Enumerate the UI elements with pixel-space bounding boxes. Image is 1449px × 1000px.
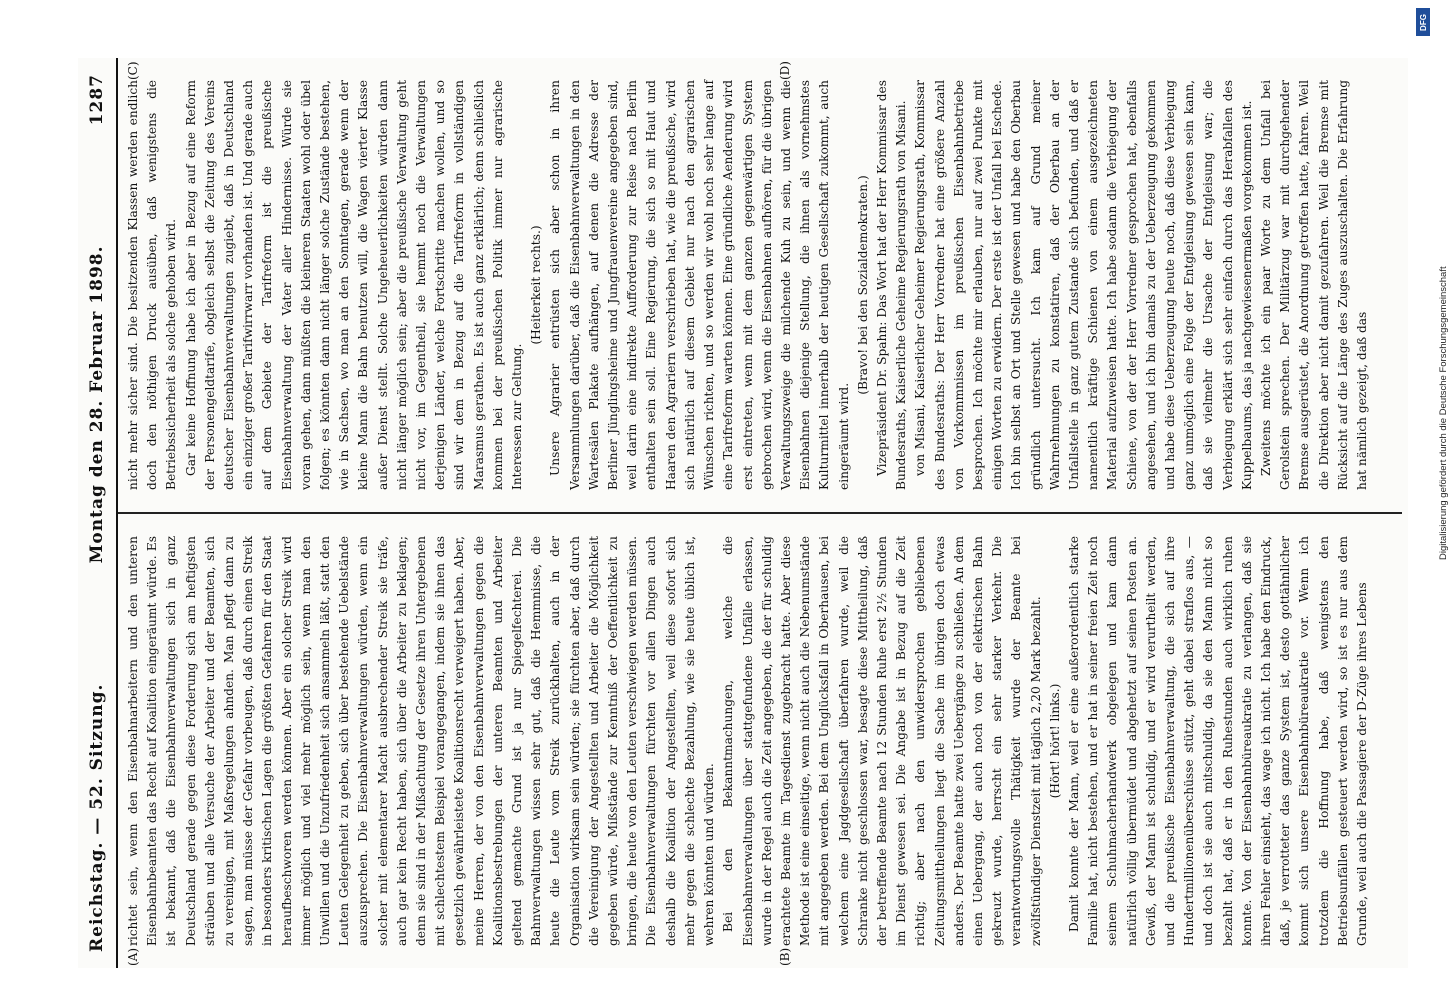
page-number: 1287 (87, 74, 107, 126)
paragraph: Unsere Agrarier entrüsten sich aber schon in ihren Versammlungen darüber, daß die Eisenbahnverwaltungen in den Wartesälen Plakate aufhängen, auf denen die Adresse der Berliner Jünglingsheime und Jungfrauenvereine angegeben sind, weil darin eine indirekte Aufforderung zur Reise nach Berlin enthalten sein soll. Eine Regierung, die sich so mit Haut und Haaren den Agrariern verschrieben hat, wie die preußische, wird sich natürlich auf diesem Gebiet nur nach den agrarischen Wünschen richten, und so werden wir wohl noch sehr lange auf eine Tarifreform warten können. Eine gründliche Aenderung wird erst eintreten, wenn mit dem ganzen gegenwärtigen System gebrochen wird, wenn die Eisenbahnen aufhören, für die übrigen Verwaltungszweige die milchende Kuh zu sein, und wenn die Eisenbahnen diejenige Stellung, die ihnen als vornehmstes Kulturmittel innerhalb der heutigen Gesellschaft zukommt, auch eingeräumt wird. (548, 80, 851, 490)
margin-marker-a: (A) (126, 947, 140, 966)
column-divider (118, 512, 1402, 514)
paragraph: nicht mehr sicher sind. Die besitzenden Klassen werden endlich doch den nöthigen Druck ausüben, daß wenigstens die Betriebssicherheit als solche gehoben wird. (126, 80, 179, 490)
rotated-page-wrapper (78, 58, 1408, 968)
digitization-note-text: Digitalisierung gefördert durch die Deutsche Forschungsgemeinschaft (1438, 266, 1449, 560)
paragraph: Bei den Bekanntmachungen, welche die Eisenbahnverwaltungen über stattgefundene Unfälle erlassen, wurde in der Regel auch die Zeit angegeben, die der für schuldig erachtete Beamte im Tagesdienst zugebracht hatte. Aber diese Methode ist eine einseitige, wenn nicht auch die Nebenumstände mit angegeben werden. Bei dem Unglücksfall in Oberhausen, bei welchem eine Jagdgesellschaft überfahren wurde, weil die Schranke nicht geschlossen war, besagte diese Mittheilung, daß der betreffende Beamte nach 12 Stunden Ruhe erst 2½ Stunden im Dienst gewesen sei. Die Angabe ist in Bezug auf die Zeit richtig; aber nach den unwidersprochen gebliebenen Zeitungsmittheilungen liegt die Sache im übrigen doch etwas anders. Der Beamte hatte zwei Uebergänge zu schließen. An dem einen Uebergang, der auch noch von der elektrischen Bahn gekreuzt wurde, herrscht ein sehr starker Verkehr. Die verantwortungsvolle Thätigkeit wurde der Beamte bei zwölfstündiger Dienstzeit mit täglich 2,20 Mark bezahlt. (721, 536, 1043, 946)
left-column (124, 536, 1404, 946)
paragraph: richtet sein, wenn den Eisenbahnarbeitern und den unteren Eisenbahnbeamten das Recht auf Koalition eingeräumt würde. Es ist bekannt, daß die Eisenbahnverwaltungen sich in ganz Deutschland gerade gegen diese Forderung sich am heftigsten sträuben und alle Versuche der Arbeiter und der Beamten, sich zu vereinigen, mit Maßregelungen ahnden. Man pflegt dann zu sagen, man müsse der Gefahr vorbeugen, daß durch einen Streik in besonders kritischen Lagen die größten Gefahren für den Staat heraufbeschworen werden können. Aber ein solcher Streik wird immer möglich und viel mehr möglich sein, wenn man den Unwillen und die Unzufriedenheit sich ansammeln läßt, statt den Leuten Gelegenheit zu geben, sich über bestehende Uebelstände auszusprechen. Die Eisenbahnverwaltungen würden, wenn ein solcher mit elementarer Macht ausbrechender Streik sie träfe, auch gar kein Recht haben, sich über die Arbeiter zu beklagen; denn sie sind in der Mißachtung der Gesetze ihren Untergebenen mit schlechtestem Beispiel vorangegangen, indem sie ihnen das gesetzlich gewährleistete Koalitionsrecht verweigert haben. Aber, meine Herren, der von den Eisenbahnverwaltungen gegen die Koalitionsbestrebungen der unteren Beamten und Arbeiter geltend gemachte Grund ist ja nur Spiegelfechterei. Die Bahnverwaltungen wissen sehr gut, daß die Hemmnisse, die heute die Leute vom Streik zurückhalten, auch in der Organisation wirksam sein würden; sie fürchten aber, daß durch die Vereinigung der Angestellten und Arbeiter die Möglichkeit gegeben würde, Mißstände zur Kenntniß der Oeffentlichkeit zu bringen, die heute von den Leuten verschwiegen werden müssen. Die Eisenbahnverwaltungen fürchten vor allen Dingen auch deshalb die Koalition der Angestellten, weil diese sofort sich mehr gegen die schlechte Bezahlung, wie sie heute üblich ist, wehren könnten und würden. (126, 536, 717, 946)
page-header (82, 74, 112, 952)
header-date: Montag den 28. Februar 1898. (87, 245, 107, 564)
dfg-logo: DFG (1416, 8, 1430, 36)
paragraph: Damit konnte der Mann, weil er eine außerordentlich starke Familie hat, nicht bestehen, und er hat in seiner freien Zeit noch seinem Schuhmacherhandwerk obgelegen und kam dann natürlich völlig übermüdet und abgehetzt auf seinen Posten an. Gewiß, der Mann ist schuldig, und er wird verurtheilt werden, und die preußische Eisenbahnverwaltung, die sich auf ihre Hundertmillionenüberschüsse stützt, geht dabei straflos aus, — und doch ist sie auch mitschuldig, da sie den Mann nicht so bezahlt hat, daß er in den Ruhestunden auch wirklich ruhen konnte. Von der Eisenbahnbüreaukratie zu verlangen, daß sie ihren Fehler einsieht, das wage ich nicht. Ich habe den Eindruck, daß, je verrotteter das ganze System ist, desto gottähnlicher kommt sich unsere Eisenbahnbüreaukratie vor. Wenn ich trotzdem die Hoffnung habe, daß wenigstens den Betriebsunfällen gesteuert werden wird, so ist es nur aus dem Grunde, weil auch die Passagiere der D-Züge ihres Lebens (1066, 536, 1369, 946)
newspaper-page (78, 58, 1408, 968)
interjection: (Bravo! bei den Sozialdemokraten.) (855, 175, 870, 395)
right-column (124, 80, 1404, 490)
speech-paragraph: Zweitens möchte ich ein paar Worte zu dem Unfall bei Gerolstein sprechen. Der Militärzug war mit durchgehender Bremse ausgerüstet, die Anordnung getroffen hatte, fahren. Weil die Direktion aber nicht damit gezufahren. Weil die Bremse mit Rücksicht auf die Länge des Zuges auszuschalten. Die Erfahrung hat nämlich gezeigt, daß das (1258, 80, 1369, 490)
speaker-announcement: Vizepräsident Dr. Spahn: Das Wort hat der Herr Kommissar des Bundesraths, Kaiserliche Geheime Regierungsrath von Misani. (874, 80, 909, 490)
digitization-note (1424, 0, 1449, 1000)
margin-marker-d: (D) (778, 61, 792, 80)
paragraph: Gar keine Hoffnung habe ich aber in Bezug auf eine Reform der Personengeldtarife, obgleich selbst die Zeitung des Vereins deutscher Eisenbahnverwaltungen zugiebt, daß in Deutschland ein einziger großer Tarifwirrwarr vorhanden ist. Und gerade auch auf dem Gebiete der Tarifreform ist die preußische Eisenbahnverwaltung der Vater aller Hindernisse. Würde sie voran gehen, dann müßten die kleineren Staaten wohl oder übel folgen; es könnten dann nicht länger solche Zustände bestehen, wie in Sachsen, wo man an den Sonntagen, gerade wenn der kleine Mann die Bahn benutzen will, die Wagen vierter Klasse außer Dienst stellt. Solche Ungeheuerlichkeiten würden dann nicht länger möglich sein; aber die preußische Verwaltung geht nicht vor, im Gegentheil, sie hemmt noch die Verwaltungen derjenigen Länder, welche Fortschritte machen wollen, und so sind wir dem in Bezug auf die Tarifreform in vollständigen Marasmus gerathen. Es ist auch ganz erklärlich; denn schließlich kommen bei der preußischen Politik immer nur agrarische Interessen zur Geltung. (183, 80, 525, 490)
header-left: Reichstag. — 52. Sitzung. (87, 683, 107, 952)
margin-marker-c: (C) (126, 61, 140, 80)
interjection: (Heiterkeit rechts.) (529, 225, 544, 345)
speech-paragraph: von Misani, Kaiserlicher Geheimer Regierungsrath, Kommissar des Bundesraths: Der Herr Vorredner hat eine größere Anzahl von Vorkommnissen im preußischen Eisenbahnbetriebe besprochen. Ich möchte mir erlauben, nur auf zwei Punkte mit einigen Worten zu erwidern. Der erste ist der Unfall bei Eschede. Ich bin selbst an Ort und Stelle gewesen und habe den Oberbau gründlich untersucht. Ich kam auf Grund meiner Wahrnehmungen zu konstatiren, daß der Oberbau an der Unfallstelle in ganz gutem Zustande sich befunden, und daß er namentlich kräftige Schienen von einem ausgezeichneten Material aufzuweisen hatte. Ich habe sodann die Verbiegung der Schiene, von der der Herr Vorredner gesprochen hat, ebenfalls angesehen, und ich bin damals zu der Ueberzeugung gekommen und habe diese Ueberzeugung heute noch, daß diese Verbiegung ganz unmöglich eine Folge der Entgleisung gewesen sein kann, daß sie vielmehr die Ursache der Entgleisung war; die Verbiegung erklärt sich sehr einfach durch das Herabfallen des Kuppelbaums, das ja nachgewiesenermaßen vorgekommen ist. (913, 80, 1254, 490)
interjection: (Hört! hört! links.) (1047, 683, 1062, 799)
margin-marker-b: (B) (778, 947, 792, 966)
